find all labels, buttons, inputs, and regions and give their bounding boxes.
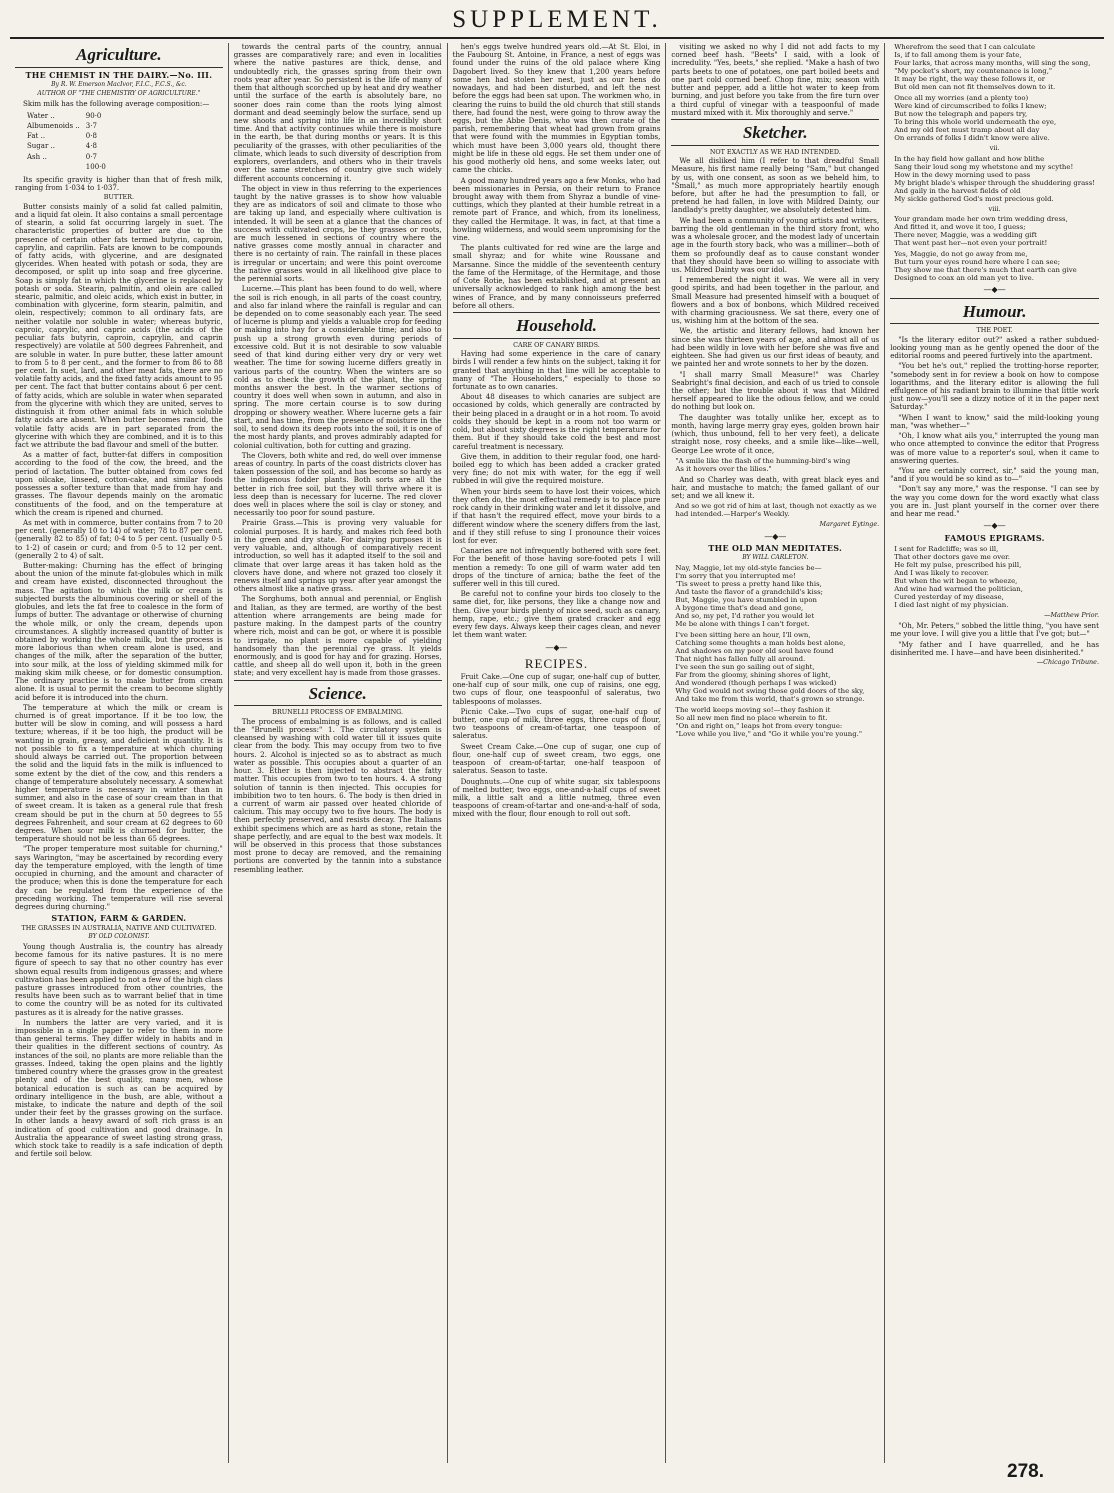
paragraph: Young though Australia is, the country has already become famous for its native pastures. It is no mere figure of speech to say that no other country has ever shown equal results from indigenous grasses; and where cultivation has been applied to not a few of the high class pasture grasses introduced from other countries, the results have been such as to warrant belief that in time to come the country will be as noted for its cultivated pastures as it is already for the native grasses. (15, 941, 223, 1017)
rule (234, 680, 442, 681)
table-row: Fat .. 0·8 (27, 132, 97, 141)
article-title: FAMOUS EPIGRAMS. (944, 532, 1045, 543)
paragraph: And so we got rid of him at last, though not exactly as we had intended.—Harper's Weekly. (675, 502, 877, 519)
ornament-divider: —◆— (983, 285, 1006, 295)
poem-stanza: Your grandam made her own trim wedding dress, And fitted it, and wove it too, I guess; There never, Maggie, was a wedding gift That went past her—not even your portrait! (894, 215, 1068, 248)
rule (234, 705, 442, 706)
poem-stanza: I sent for Radcliffe; was so ill, That other doctors gave me over. He felt my pulse, prescribed his pill, And I was likely to recover. But when the wit began to wheeze, And wine had warmed the politician, Cured yesterday of my disease, I died last night of my physician. (894, 544, 1023, 609)
column-4 (666, 43, 885, 1463)
paragraph: "Is the literary editor out?" asked a rather subdued-looking young man as he gently opened the door of the editorial rooms and peered furtively into the apartment. (890, 334, 1099, 361)
paragraph: Picnic Cake.—Two cups of sugar, one-half cup of butter, one cup of milk, three eggs, three cups of flour, two teaspoons of cream-of-tartar, one teaspoon of saleratus. (452, 706, 661, 741)
article-subtitle: THE GRASSES IN AUSTRALIA, NATIVE AND CULTIVATED. (21, 924, 217, 933)
rule (890, 298, 1099, 299)
poem-stanza: Once all my worries (and a plenty too) Were kind of circumscribed to folks I knew; But now the telegraph and papers try, To bring this whole world underneath the eye, And my old feet must tramp about all day On errands of folks I didn't know were alive. (894, 94, 1057, 142)
paragraph: Butter-making: Churning has the effect of bringing about the union of the minute fat-globules which in milk and cream have existed, disconnected throughout the mass. The agitation to which the milk or cream is subjected bursts the albuminous covering or shell of the globules, and lets the fat free to coalesce in the form of lumps of butter. The advantage or otherwise of churning the whole milk, or only the cream, depends upon circumstances. A slightly increased quantity of butter is obtained by working the whole milk, but the process is more laborious than when cream alone is used, and changes of the milk, after the separation of the butter, into sour milk, at the loss of yielding skimmed milk for making skim milk cheese, or for domestic consumption. The ordinary practice is to make butter from cream alone. It is usual to permit the cream to become slightly acid before it is introduced into the churn. (15, 561, 223, 702)
paragraph: The process of embalming is as follows, and is called the "Brunelli process:" 1. The circulatory system is cleansed by washing with cold water till it issues quite clear from the body. This may occupy from two to five hours. 2. Alcohol is injected so as to abstract as much water as possible. This occupies about a quarter of an hour. 3. Ether is then injected to abstract the fatty matter. This occupies from two to ten hours. 4. A strong solution of tannin is then injected. This occupies for imbibition two to ten hours. 6. The body is then dried in a current of warm air passed over heated chloride of calcium. This may occupy two to five hours. The body is then perfectly preserved, and resists decay. The Italians exhibit specimens which are as hard as stone, retain the shape perfectly, and are equal to the best wax models. It will be observed in this process that those substances most prone to decay are removed, and the remaining portions are converted by the tannin into a substance resembling leather. (233, 716, 442, 874)
paragraph: "Oh, I know what ails you," interrupted the young man who once attempted to convince the editor that Progress was of more value to a reporter's soul, when it came to answering queries. (890, 431, 1099, 465)
article-title: CARE OF CANARY BIRDS. (513, 340, 600, 349)
paragraph: As a matter of fact, butter-fat differs in composition according to the food of the cow, the breed, and the period of lactation. The butter obtained from cows fed upon oilcake, linseed, cotton-cake, and similar foods possesses a softer texture than that made from hay and grasses. The flavour depends mainly on the aromatic constituents of the food, and on the temperature at which the cream is ripened and churned. (15, 450, 223, 517)
article-byline: BY OLD COLONIST. (88, 932, 150, 940)
paragraph: "Don't say any more," was the response. "I can see by the way you come down for the word exactly what class you are in. Just plant yourself in the corner over there and hear me read." (890, 484, 1099, 519)
poem-stanza: The world keeps moving so!—they fashion it So all new men find no place wherein to fit. "On and right on," leaps hot from every tongue: "Love while you live," and "Go it while you're young." (675, 706, 863, 739)
masthead: SUPPLEMENT. (10, 6, 1104, 39)
article-title: NOT EXACTLY AS WE HAD INTENDED. (709, 147, 841, 156)
paragraph: A good many hundred years ago a few Monks, who had been missionaries in Persia, on their return to France brought away with them from Shyraz a bundle of vine-cuttings, which they planted at their humble retreat in a remote part of France, and which, from its loneliness, they called the Hermitage. It was, in fact, at that time a howling wilderness, and would seem unpromising for the vine. (452, 175, 661, 243)
paragraph: When your birds seem to have lost their voices, which they often do, the most effectual remedy is to place pure rock candy in their drinking water and let it dissolve, and if that hasn't the required effect, move your birds to a different window where the scenery differs from the last, and if they still refuse to sing I pronounce their voices lost for ever. (452, 486, 661, 545)
poem-stanza: Nay, Maggie, let my old-style fancies be— I'm sorry that you interrupted me! 'Tis sweet to press a pretty hand like this, And taste the flavor of a grandchild's kiss; But, Maggie, you have stumbled in upon A bygone time that's dead and gone, And so, my pet, I'd rather you would let Me be alone with things I can't forget. (675, 564, 823, 629)
rule (671, 119, 879, 120)
section-title-recipes: RECIPES. (524, 655, 589, 671)
paragraph: The plants cultivated for red wine are the large and small shyraz; and for white wine Roussane and Marsanne. Since the middle of the seventeenth century the fame of the Hermitage, of the Hermitage, and those of Cote Rotie, has been established, and at present an universally acknowledged to rank high among the best wines of France, and by many connoisseurs preferred before all others. (452, 243, 661, 310)
column-2 (229, 43, 448, 1463)
paragraph: towards the central parts of the country, annual grasses are comparatively rare; and even in localities where the native pastures are thick, dense, and undoubtedly rich, the grasses spring from their own roots year after year. So persistent is the life of many of them that although scorched up by heat and dry weather until the surface of the earth is absolutely bare, no sooner does rain come than the roots lying almost dormant and dead seemingly below the surface, send up new shoots and spring into life in an incredibly short time. And that activity continues while there is moisture in the earth, be that during months or years. It is this peculiarity of the grasses, with other peculiarities of the climate, which leads to such diversity of description from explorers, overlanders, and others who in their travels over the same stretches of country give such widely different accounts concerning it. (233, 43, 442, 183)
poem-stanza: Wherefrom the seed that I can calculate Is, if to fall among them is your fate, Four larks, that across many months, will sing the song, "My pocket's short, my countenance is long," It may be right, the way these follows it, or But old men can not fit themselves down to it. (894, 43, 1091, 91)
ornament-divider: —◆— (764, 531, 787, 541)
page-number: 278. (1007, 1461, 1044, 1482)
paragraph: Sweet Cream Cake.—One cup of sugar, one cup of flour, one-half cup of sweet cream, two eggs, one teaspoon of cream-of-tartar, one-half teaspoon of saleratus. Season to taste. (452, 741, 661, 776)
section-heading-agriculture: Agriculture. (76, 45, 162, 64)
paragraph: About 48 diseases to which canaries are subject are occasioned by colds, which generally are contracted by their being placed in a draught or in a hot room. To avoid colds they should be kept in a room not too warm or cold, but about sixty degrees is the right temperature for them. But if they should take cold the best and most careful treatment is necessary. (452, 392, 661, 451)
article-title: BRUNELLI PROCESS OF EMBALMING. (272, 708, 404, 717)
rule (453, 338, 661, 339)
poem-stanza: In the hay field how gallant and how blithe Sang their loud song my whetstone and my scythe! How in the dewy morning used to pass My bright blade's whisper through the shuddering grass! And gaily in the harvest fields of old My sickle gathered God's most precious gold. (894, 154, 1096, 203)
article-byline-2: AUTHOR OF "THE CHEMISTRY OF AGRICULTURE." (37, 89, 201, 97)
paragraph: We all disliked him (I refer to that dreadful Small Measure, his first name really being "Sam," but changed by us, with one consent, as soon as we beheld him, to "Small," as much more appropriately heartily enough before, but after he had the presumption to fall, or pretend he had fallen, in love with Mildred Dainty, our landlady's pretty daughter, we absolutely detested him. (671, 156, 880, 215)
table-row: Sugar .. 4·8 (27, 142, 97, 151)
paragraph: Canaries are not infrequently bothered with sore feet. For the benefit of those having sore-footed pets I will mention a remedy: To one gill of warm water add ten drops of the tincture of arnica; bathe the feet of the sufferer well in this till cured. (452, 546, 661, 589)
paragraph: "My father and I have quarrelled, and he has disinherited me. I have—and have been disinherited." (890, 639, 1099, 657)
stanza-number: vii. (989, 144, 1000, 152)
poem-stanza: Yes, Maggie, do not go away from me, But turn your eyes round here where I can see; They show me that there's much that earth can give Designed to coax an old man yet to live. (894, 250, 1077, 283)
poem-stanza: I've been sitting here an hour, I'll own, Catching some thoughts a man holds best alone, And shadows on my poor old soul have found That night has fallen fully all around. I've seen the sun go sailing out of sight, Far from the gloomy, shining shores of light, And wondered (though perhaps I was wicked) Why God would not swing those gold doors of the sky, And take me from this world, that's grown so strange. (675, 631, 865, 704)
paragraph: "You are certainly correct, sir," said the young man, "and if you would be so kind as to—" (890, 465, 1099, 484)
rule (890, 323, 1099, 324)
article-byline: By R. W. Emerson MacIvor, F.I.C., F.C.S., &c. (51, 80, 187, 88)
section-heading-sketcher: Sketcher. (742, 122, 808, 142)
section-heading-science: Science. (308, 683, 367, 703)
paragraph: "When I want to know," said the mild-looking young man, "was whether—" (890, 412, 1099, 430)
paragraph: The Sorghums, both annual and perennial, or English and Italian, as they are termed, are worthy of the best attention where arrangements are being made for pasture making. In the dampest parts of the country where rich, moist and can be got, or where it is possible to irrigate, no plant is more capable of yielding handsomely than the perennial rye grass. It yields enormously, and is good for hay and for grazing. Horses, cattle, and sheep all do well upon it, both in the green state; and very excellent hay is made from those grasses. (233, 594, 442, 678)
columns (10, 43, 1104, 1463)
paragraph: "The proper temperature most suitable for churning," says Warington, "may be ascertained by recording every day the temperature employed, with the length of time occupied in churning, and the amount and character of the produce; when this is done the temperature for each day can be regulated from the experience of the preceding working. The temperature will rise several degrees during churning." (15, 844, 223, 911)
column-1 (10, 43, 229, 1463)
rule (453, 312, 661, 313)
paragraph: "Oh, Mr. Peters," sobbed the little thing, "you have sent me your love. I will give you a little that I've got; but—" (890, 621, 1099, 639)
paragraph: "I shall marry Small Measure!" was Charley Seabright's final decision, and each of us tried to console the other; but the trouble about it was that Mildred herself appeared to like the odious fellow, and we could do nothing but look on. (671, 369, 880, 412)
ornament-divider: —◆— (545, 642, 568, 652)
paragraph: hen's eggs twelve hundred years old.—At St. Eloi, in the Faubourg St. Antoine, in France, a nest of eggs was found under the ruins of the old palace where King Dagobert lived. So they knew that 1,200 years before some hen had stolen her nest, just as our hens do nowadays, and had been disturbed, and left the nest before the eggs had been sat upon. The workmen who, in clearing the ruins to build the old church that still stands there, had found the nest, were going to throw away the eggs, but the Abbe Denis, who was then curate of the parish, remembering that wheat had grown from grains that were found with the mummies in Egyptian tombs, which must have been 3,000 years old, thought there might be life in these old eggs. He set them under one of his good motherly old hens, and some weeks later, out came the chicks. (452, 43, 661, 175)
article-title: THE OLD MAN MEDITATES. (708, 543, 843, 554)
rule (15, 67, 223, 68)
paragraph: Having had some experience in the care of canary birds I will render a few hints on the subject, taking it for granted that anything in that line will be acceptable to many of "The Householders," especially to those so fortunate as to own canaries. (452, 349, 661, 392)
subheading-butter: BUTTER. (103, 193, 135, 202)
paragraph: visiting we asked no why I did not add facts to my corned beef hash. "Beets" I said, with a look of incredulity. "Yes, beets," she replied. "Make a hash of two parts beets to one of potatoes, one part boiled beets and one part cold corned beef. Chop fine, mix; season with butter and pepper, add a little hot water to keep from burning, and just before you take from the fire turn over a third cupful of vinegar with a teaspoonful of made mustard mixed with it. Mix thoroughly and serve." (671, 43, 880, 117)
article-byline: BY WILL CARLETON. (742, 554, 809, 562)
stanza-number: viii. (988, 204, 1001, 213)
section-heading-humour: Humour. (962, 301, 1027, 321)
table-row: Ash .. 0·7 (27, 152, 97, 161)
paragraph: The daughter was totally unlike her, except as to month, having large merry gray eyes, golden brown hair (which, thus unbound, fell to her very feet), a delicate straight nose, rosy cheeks, and a smile like—like—well, George Lee wrote of it once, (671, 412, 880, 455)
rule (671, 145, 879, 146)
composition-table (25, 110, 112, 173)
paragraph: The Clovers, both white and red, do well over immense areas of country. In parts of the coast districts clover has taken possession of the soil, and has become so hardy as the indigenous fodder plants. Both sorts are all the better in rich free soil, but they will thrive where it is less deep than is necessary for lucerne. The red clover does well in places where the soil is clay or stoney, and necessarily too poor for sound pasture. (233, 450, 442, 518)
table-row: Albumenoids .. 3·7 (27, 122, 97, 131)
table-row: 100·0 (85, 162, 106, 171)
paragraph: Its specific gravity is higher than that of fresh milk, ranging from 1·034 to 1·037. (15, 174, 223, 192)
table-row: Water .. 90·0 (27, 112, 102, 121)
paragraph: Doughnuts.—One cup of white sugar, six tablespoons of melted butter, two eggs, one-and-a-half cups of sweet milk, a little salt and a little nutmeg, three even teaspoons of cream-of-tartar and one-and-a-half of soda, mixed with the flour, flour enough to roll out soft. (452, 776, 661, 819)
paragraph: We, the artistic and literary fellows, had known her since she was thirteen years of age, and almost all of us had been wildly in love with her before she was five and eighteen. She had given us our first ideas of beauty, and we painted her and wrote sonnets to her by the dozen. (671, 326, 880, 369)
paragraph: The temperature at which the milk or cream is churned is of great importance. If it be too low, the butter will be slow in coming, and will possess a hard texture; whereas, if it be too high, the product will be wanting in grain, greasy, and deficient in quantity. It is not possible to fix a temperature at which churning should always be carried out. The proportion between the solid and the liquid fats in the milk is influenced to some extent by the diet of the cow, and this renders a change of temperature absolutely necessary. A somewhat higher temperature is necessary in winter than in summer, and also in the case of sour cream than in that of sweet cream. It is taken as a general rule that fresh cream should be put in the churn at 50 degrees to 55 degrees Fahrenheit, and sour cream at 62 degrees to 60 degrees. When sour milk is churned for butter, the temperature should not be less than 65 degrees. (15, 702, 223, 844)
column-3 (448, 43, 667, 1463)
paragraph: And so Charley was death, with great black eyes and hair, and mustache to match; the famed gallant of our set; and we all knew it. (671, 474, 880, 501)
section-title-station: STATION, FARM & GARDEN. (51, 913, 187, 924)
section-heading-household: Household. (516, 316, 597, 335)
paragraph: In numbers the latter are very varied, and it is impossible in a single paper to refer to them in more than general terms. They differ widely in habits and in their qualities in the different sections of country. As instances of the soil, no plants are more reliable than the grasses. Indeed, taking the open plains and the lightly timbered country where the grasses grow in the greatest plenty and of the best quality, many men, whose botanical education is such as can be acquired by ordinary intelligence in the bush, are able, without a mistake, to indicate the nature and depth of the soil under their feet by the grasses growing on the surface. In other lands a heavy award of soft rich grass is an indication of good cultivation and good drainage. In Australia the appearance of sweet lasting strong grass, which stock take to readily is a safe indication of depth and fertile soil below. (15, 1017, 223, 1159)
paragraph: Be careful not to confine your birds too closely to the same diet, for, like persons, they like a change now and then. Give your birds plenty of nice seed, such as canary, hemp, rape, etc.; give them grated cracker and egg every few days. Always keep their cages clean, and never let them want water. (452, 589, 661, 640)
paragraph: Butter consists mainly of a solid fat called palmitin, and a liquid fat olein. It also contains a small percentage of stearin, a solid fat occurring largely in suet. The characteristic properties of butter are due to the presence of certain other fats termed butyrin, caproin, caprylin, and caprilin. Fats are known to be compounds of fatty acids, with glycerine, and are designated glycerides. When heated with potash or soda, they are decomposed, or split up into soap and free glycerine. Soap is simply fat in which the glycerine is replaced by potash or soda. Stearin, palmitin, and olein are called stearic, palmitic, and oleic acids, which exist in butter, in combination with glycerine, form stearin, palmitin, and olein, respectively; common to all ordinary fats, are neither volatile nor soluble in water; whereas butyric, caproic, caprylic, and capric acids (the acids of the peculiar fats butyrin, caproin, caprylin, and caprin respectively) are volatile at 500 degrees Fahrenheit, and are soluble in water. In pure butter, these latter amount to from 5 to 8 per cent., and the former to from 86 to 88 per cent. In suet, lard, and other meat fats, there are no volatile fatty acids, and the fixed fatty acids amount to 95 per cent. The fact that butter contains about 6 per cent. of fatty acids, which are soluble in water when separated from the glycerine with which they are united, serves to distinguish it from other animal fats in which soluble fatty acids are absent. When butter becomes rancid, the volatile fatty acids are in part separated from the glycerine with which they are combined, and it is to this fact we attribute the bad flavour and smell of the butter. (15, 201, 223, 449)
article-title: THE POET. (976, 326, 1013, 335)
paragraph: Prairie Grass.—This is proving very valuable for colonial purposes. It is hardy, and makes rich feed both in the green and dry state. For dairying purposes it is very valuable, and, although of comparatively recent introduction, so well has it adapted itself to the soil and climate that over large areas it has taken hold as the clovers have done, and where not grazed too closely it renews itself and springs up year after year amongst the others almost like a native grass. (233, 518, 442, 594)
paragraph: Skim milk has the following average composition:— (23, 98, 210, 108)
column-5 (885, 43, 1104, 1463)
paragraph: Give them, in addition to their regular food, one hard-boiled egg to which has been added a cracker grated very fine; do not mix with water, for the egg if well rubbed in will give the required moisture. (452, 451, 661, 486)
author-credit: —Chicago Tribune. (1036, 658, 1099, 667)
paragraph: "You bet he's out," replied the trotting-horse reporter, "somebody sent in for review a book on how to compose logarithms, and the literary editor is allowing the full effulgence of his radiant brain to illumine that little work just now—you'll see a dizzy notice of it in the paper next Saturday." (890, 361, 1099, 412)
paragraph: Lucerne.—This plant has been found to do well, where the soil is rich enough, in all parts of the coast country, and also far inland where the rainfall is regular and can be depended on to come seasonably each year. The seed of lucerne is plump and yields a valuable crop for feeding or making into hay for a considerable time; and also to push up a strong growth even during periods of excessive cold. But it is not desirable to sow valuable seed of that kind during either very dry or very wet weather. The time for sowing lucerne differs greatly in various parts of the country. When the winters are so cold as to check the growth of the plant, the spring months answer the best. In the warmer sections of country it does well when sown in autumn, and also in spring. The more certain course is to sow during dropping or showery weather. Where lucerne gets a fair start, and has time, from the presence of moisture in the soil, to send down its deep roots into the soil, it is one of the most hardy plants, and proves admirably adapted for colonial cultivation, both for cutting and grazing. (233, 284, 442, 450)
paragraph: I remembered the night it was. We were all in very good spirits, and had been together in the parlour, and Small Measure had presented himself with a bouquet of flowers and a box of bonbons, which Mildred received with charming graciousness. We sat there, every one of us, wishing him at the bottom of the sea. (671, 275, 880, 326)
author-credit: Margaret Eytinge. (819, 520, 880, 529)
paragraph: The object in view in thus referring to the experiences taught by the native grasses is to show how valuable they are as indicators of soil and climate to those who are taking up land, and especially where cultivation is intended. It will be seen at a glance that the chances of success with cultivated crops, be they grasses or roots, are much lessened in sections of country where the native grasses come mostly annual in character and there is no certainty of rain. The rainfall in these places is irregular or uncertain; and were this point overcome the native grasses would in all likelihood give place to the perennial sorts. (233, 183, 442, 284)
paragraph: As met with in commerce, butter contains from 7 to 20 per cent. (generally 10 to 14) of water; 78 to 87 per cent. (generally 82 to 85) of fat; 0·4 to 5 per cent. (usually 0·5 to 1·2) of casein or curd; and from 0·5 to 12 per cent. (generally 2 to 4) of salt. (15, 517, 223, 560)
ornament-divider: —◆— (983, 521, 1006, 531)
paragraph: Fruit Cake.—One cup of sugar, one-half cup of butter, one-half cup of sour milk, one cup of raisins, one egg, two cups of flour, one teaspoonful of saleratus, two tablespoons of molasses. (452, 671, 661, 706)
article-title: THE CHEMIST IN THE DAIRY.—No. III. (25, 69, 213, 80)
paragraph: We had been a community of young artists and writers, barring the old gentleman in the third story front, who was a wholesale grocer, and the modest lady of uncertain age in the fourth story back, who was a milliner—both of them so profoundly deaf as to cause constant wonder that they should have been so willing to associate with us. Mildred Dainty was our idol. (671, 215, 880, 274)
author-credit: —Matthew Prior. (1044, 610, 1099, 619)
quoted-verse: "A smile like the flash of the humming-bird's wing As it hovers over the lilies." (675, 456, 851, 473)
